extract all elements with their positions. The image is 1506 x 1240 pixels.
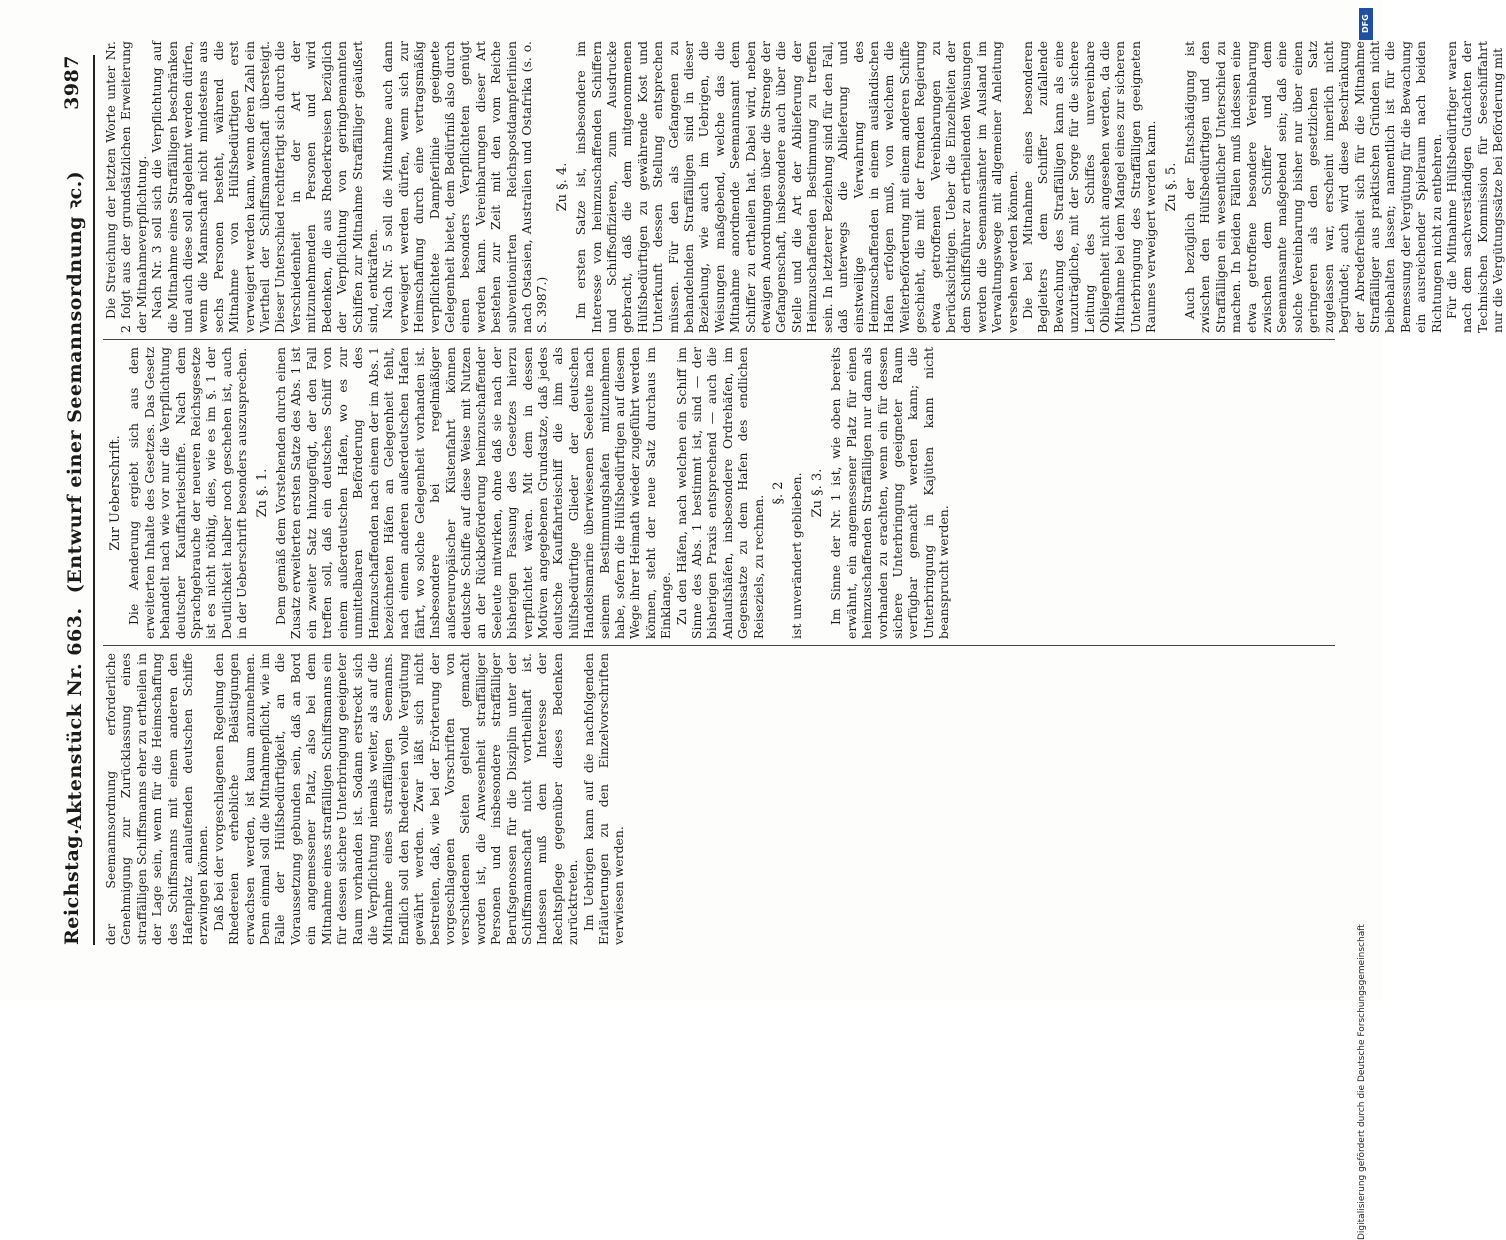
paragraph: Im Sinne der Nr. 1 ist, wie oben bereits erwähnt, ein angemessener Platz für einen heimzuschaffenden Straffälligen nur dann als vorhanden zu erachten, wenn ein für dessen sichere Unterbringung geeigneter Raum verfügbar gemacht werden kann; die Unterbringung in Kajüten kann nicht beansprucht werden. [828, 347, 952, 639]
paragraph: Die Streichung der letzten Worte unter Nr. 2 folgt aus der grundsätzlichen Erweiterung der Mitnahmeverpflichtung. [103, 41, 149, 333]
header-document-title: (Entwurf einer Seemannsordnung ꝛc.) [64, 170, 86, 594]
paragraph: der Seemannsordnung erforderliche Genehmigung zur Zurücklassung eines straffälligen Schiffsmanns eher zu ertheilen in der Lage sein, wenn für die Heimschaffung des Schiffsmanns mit einem anderen den Hafenplatz anlaufenden deutschen Schiffe erzwingen können. [103, 653, 211, 945]
section-heading: Zu §. 5. [1163, 162, 1179, 212]
column-2 [103, 347, 1335, 639]
section-heading: Zu §. 4. [554, 162, 570, 212]
paragraph: Für die Mitnahme Hülfsbedürftiger waren nach dem sachverständigen Gutachten der Technischen Kommission für Seeschiffahrt nur die Vergütungssätze bei Beförderung mit [1443, 41, 1506, 333]
header-rule [93, 55, 95, 945]
paragraph: Im ersten Satze ist, insbesondere im Interesse von heimzuschaffenden Schiffern und Schiffsoffizieren, zum Ausdrucke gebracht, daß die dem mitgenommenen Hülfsbedürftigen zu gewährende Kost und Unterkunft dessen Stellung entsprechen müssen. Für den als Gefangenen zu behandelnden Straffälligen sind in dieser Beziehung, wie auch im Uebrigen, die Weisungen maßgebend, welche das die Mitnahme anordnende Seemannsamt dem Schiffer zu ertheilen hat. Dabei wird, neben etwaigen Anordnungen über die Strenge der Gefangenschaft, insbesondere auch über die Stelle und die Art der Ablieferung der Heimzuschaffenden Bestimmung zu treffen sein. In letzterer Beziehung sind für den Fall, daß unterwegs die Ablieferung und einstweilige Verwahrung des Heimzuschaffenden in einem ausländischen Hafen erfolgen muß, von welchem die Weiterbeförderung mit einem anderen Schiffe geschieht, die mit der fremden Regierung etwa getroffenen Vereinbarungen zu berücksichtigen. Ueber die Einzelheiten der dem Schiffsführer zu ertheilenden Weisungen werden die Seemannsämter im Ausland im Verwaltungswege mit allgemeiner Anleitung versehen werden können. [573, 41, 1020, 333]
paragraph: Die bei Mitnahme eines besonderen Begleiters dem Schiffer zufallende Bewachung des Straffälligen kann als eine unzuträgliche, mit der Sorge für die sichere Leitung des Schiffes unvereinbare Obliegenheit nicht angesehen werden, da die Mitnahme bei dem Mangel eines zur sicheren Unterbringung des Straffälligen geeigneten Raumes verweigert werden kann. [1019, 41, 1159, 333]
section-heading: Zu §. 3. [809, 468, 825, 518]
paragraph: Im Uebrigen kann auf die nachfolgenden Erläuterungen zu den Einzelvorschriften verwiesen werden. [580, 653, 627, 945]
paragraph: Auch bezüglich der Entschädigung ist zwischen den Hülfsbedürftigen und den Straffälligen ein wesentlicher Unterschied zu machen. In beiden Fällen muß indessen eine etwa getroffene besondere Vereinbarung zwischen dem Schiffer und dem Seemannsamte maßgebend sein; daß eine solche Vereinbarung bisher nur über einen geringeren als den gesetzlichen Satz zugelassen war, erscheint innerlich nicht begründet; auch wird diese Beschränkung der Abredefreiheit sich für die Mitnahme Straffälliger aus praktischen Gründen nicht beibehalten lassen; namentlich ist für die Bemessung der Vergütung für die Bewachung ein ausreichender Spielraum nach beiden Richtungen nicht zu entbehren. [1182, 41, 1444, 333]
header-center [61, 55, 87, 945]
paragraph: Daß bei der vorgeschlagenen Regelung den Rhedereien erhebliche Belästigungen erwachsen werden, ist kaum anzunehmen. Denn einmal soll die Mitnahmepflicht, wie im Falle der Hülfsbedürftigkeit, an die Voraussetzung gebunden sein, daß an Bord ein angemessener Platz, also bei dem Mitnahme eines straffälligen Schiffsmanns ein für dessen sichere Unterbringung geeigneter Raum vorhanden ist. Sodann erstreckt sich die Verpflichtung niemals weiter, als auf die Mitnahme eines straffälligen Seemanns. Endlich soll den Rhedereien volle Vergütung gewährt werden. Zwar läßt sich nicht bestreiten, daß, wie bei der Erörterung der vorgeschlagenen Vorschriften von verschiedenen Seiten geltend gemacht worden ist, die Anwesenheit straffälliger Personen und insbesondere straffälliger Berufsgenossen für die Disziplin unter der Schiffsmannschaft nicht vortheilhaft ist. Indessen muß dem Interesse der Rechtspflege gegenüber dieses Bedenken zurücktreten. [210, 652, 581, 945]
digitization-sidebar [1351, 0, 1377, 1240]
header-document-number: Aktenstück Nr. 663. [64, 607, 86, 830]
page-header [61, 55, 91, 945]
page-number: 3987 [61, 55, 83, 110]
column-1 [103, 653, 1335, 945]
paragraph: Nach Nr. 5 soll die Mitnahme auch dann verweigert werden dürfen, wenn sich zur Heimschaffung durch eine vertragsmäßig verpflichtete Dampferlinie geeignete Gelegenheit bietet, dem Bedürfniß also durch einen besonders Verpflichteten genügt werden kann. Vereinbarungen dieser Art bestehen zur Zeit mit den vom Reiche subventionirten Reichspostdampferlinien nach Ostasien, Australien und Ostafrika (s. o. S. 3987.) [380, 41, 550, 333]
paragraph: Dem gemäß dem Vorstehenden durch einen Zusatz erweiterten ersten Satze des Abs. 1 ist ein zweiter Satz hinzugefügt, der den Fall treffen soll, daß ein deutsches Schiff von einem außerdeutschen Hafen, wo es zur unmittelbaren Beförderung des Heimzuschaffenden nach einem der im Abs. 1 bezeichneten Häfen an Gelegenheit fehlt, nach einem anderen außerdeutschen Hafen fährt, wo solche Gelegenheit vorhanden ist. Insbesondere bei regelmäßiger außereuropäischer Küstenfahrt können deutsche Schiffe auf diese Weise mit Nutzen an der Rückbeförderung heimzuschaffender Seeleute mitwirken, ohne daß sie nach der bisherigen Fassung des Gesetzes hierzu verpflichtet wären. Mit dem in dessen Motiven angegebenen Grundsatze, daß jedes deutsche Kauffahrteischiff die ihm als hülfsbedürftige Glieder der deutschen Handelsmarine überwiesenen Seeleute nach seinem Bestimmungshafen mitzunehmen habe, sofern die Hülfsbedürftigen auf diesem Wege ihrer Heimath wieder zugeführt werden können, steht der neue Satz durchaus im Einklange. [273, 347, 674, 639]
paragraph: Die Aenderung ergiebt sich aus dem erweiterten Inhalte des Gesetzes. Das Gesetz behandelt nach wie vor nur die Verpflichtung deutscher Kauffahrteischiffe. Nach dem Sprachgebrauche der neueren Reichsgesetze ist es nicht nöthig, dies, wie es im §. 1 der Deutlichkeit halber noch geschehen ist, auch in der Ueberschrift besonders auszusprechen. [126, 347, 250, 639]
header-left: Reichstag. [61, 827, 83, 945]
paragraph: Zu den Häfen, nach welchen ein Schiff im Sinne des Abs. 1 bestimmt ist, sind — der bisherigen Praxis entsprechend — auch die Anlaufshäfen, insbesondere Ordrehäfen, im Gegensatze zu dem Hafen des endlichen Reiseziels, zu rechnen. [673, 347, 766, 639]
dfg-logo: DFG [1359, 8, 1373, 40]
column-divider [103, 645, 1335, 646]
section-heading: Zur Ueberschrift. [108, 435, 123, 551]
paragraph: ist unverändert geblieben. [789, 472, 805, 639]
section-heading: §. 2 [771, 481, 787, 505]
text-columns [103, 41, 1506, 945]
section-heading: Zu §. 1. [254, 468, 270, 518]
column-divider [103, 339, 1335, 340]
page-content [55, 35, 1506, 965]
digitization-credit: Digitalisierung gefördert durch die Deutsche Forschungsgemeinschaft [1357, 924, 1367, 1240]
paragraph: Nach Nr. 3 soll sich die Verpflichtung auf die Mitnahme eines Straffälligen beschränken und auch diese soll abgelehnt werden dürfen, wenn die Mannschaft nicht mindestens aus sechs Personen besteht, während die Mitnahme von Hülfsbedürftigen erst verweigert werden kann, wenn deren Zahl ein Viertheil der Schiffsmannschaft übersteigt. Dieser Unterschied rechtfertigt sich durch die Verschiedenheit in der Art der mitzunehmenden Personen und wird Bedenken, die aus Rhederkreisen bezüglich der Verpflichtung von geringbemannten Schiffen zur Mitnahme Straffälliger geäußert sind, entkräften. [149, 41, 380, 333]
column-3 [103, 41, 1506, 333]
